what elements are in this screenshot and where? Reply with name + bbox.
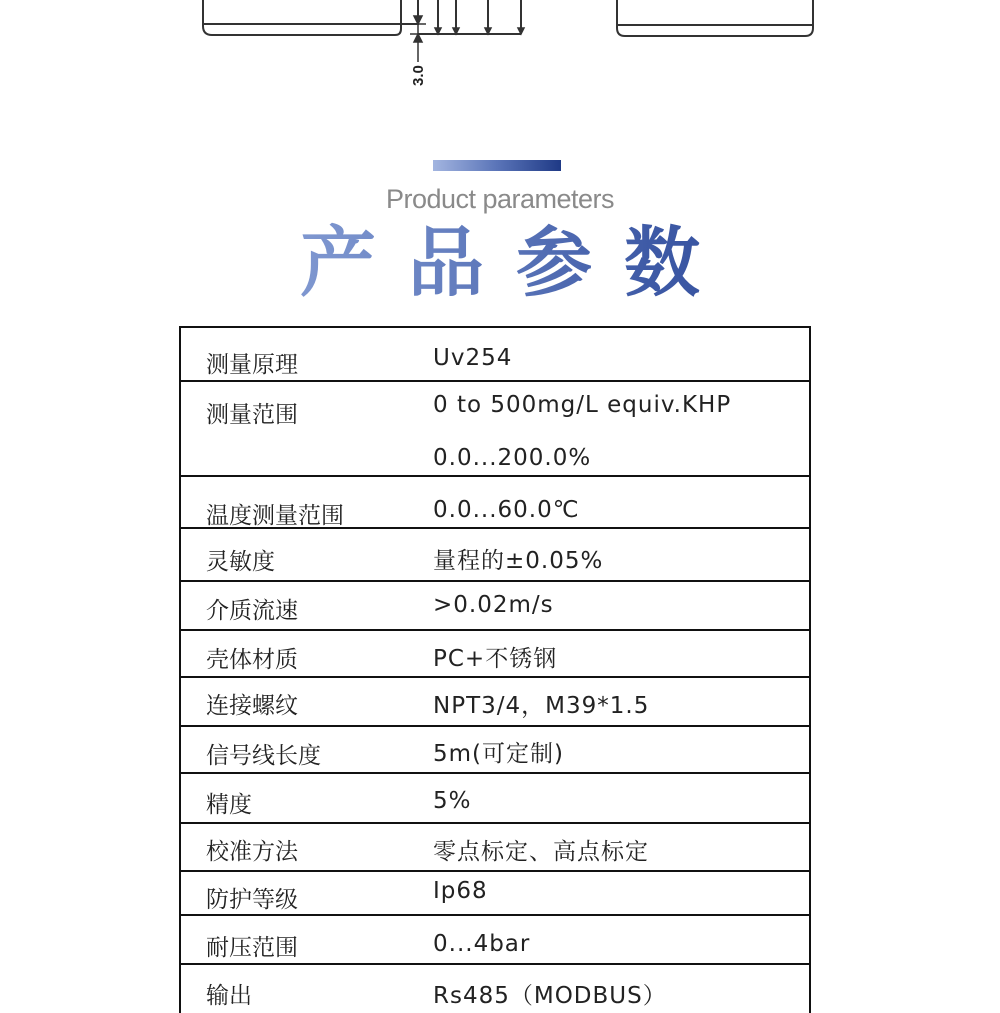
param-value: 量程的±0.05%: [433, 548, 604, 574]
param-value: 零点标定、高点标定: [433, 839, 649, 865]
title-accent-bar: [433, 160, 561, 171]
param-label: 介质流速: [206, 598, 298, 624]
param-value: >0.02m/s: [433, 592, 554, 618]
param-label: 耐压范围: [206, 935, 298, 961]
section-title: 产品参数: [0, 218, 1000, 308]
param-value: Uv254: [433, 345, 513, 371]
param-label: 连接螺纹: [206, 693, 298, 719]
table-row: [181, 824, 809, 872]
param-label: 信号线长度: [206, 743, 321, 769]
param-label: 温度测量范围: [206, 503, 344, 529]
param-value: NPT3/4，M39*1.5: [433, 693, 650, 719]
param-label: 防护等级: [206, 887, 298, 913]
dimension-line: [410, 0, 524, 62]
table-row: [181, 382, 809, 477]
param-value: 5%: [433, 788, 472, 814]
table-row: [181, 774, 809, 824]
param-value: 0...4bar: [433, 931, 531, 957]
param-label: 壳体材质: [206, 647, 298, 673]
table-row: [181, 965, 809, 1013]
param-label: 测量范围: [206, 402, 298, 428]
param-value: PC+不锈钢: [433, 646, 558, 672]
param-label: 灵敏度: [206, 549, 275, 575]
table-row: [181, 916, 809, 965]
param-value-secondary: 0.0...200.0%: [433, 445, 592, 471]
param-value: 5m(可定制): [433, 741, 564, 767]
table-row: [181, 727, 809, 774]
param-label: 精度: [206, 792, 252, 818]
table-row: [181, 678, 809, 727]
param-value: 0 to 500mg/L equiv.KHP: [433, 392, 732, 418]
table-row: [181, 631, 809, 678]
table-row: [181, 328, 809, 382]
table-row: [181, 529, 809, 582]
left-part-outline: [203, 0, 521, 35]
table-row: [181, 582, 809, 631]
technical-drawing: [0, 0, 1000, 100]
param-label: 测量原理: [206, 352, 298, 378]
param-value: Rs485（MODBUS）: [433, 983, 667, 1009]
param-value: 0.0...60.0℃: [433, 497, 580, 523]
dimension-label: 3.0: [410, 65, 427, 86]
table-row: [181, 477, 809, 529]
parameters-table: [179, 326, 811, 1013]
table-row: [181, 872, 809, 916]
param-label: 校准方法: [206, 839, 298, 865]
section-subtitle: Product parameters: [385, 184, 615, 214]
param-label: 输出: [206, 983, 252, 1009]
right-part-outline: [617, 0, 813, 36]
param-value: Ip68: [433, 878, 488, 904]
